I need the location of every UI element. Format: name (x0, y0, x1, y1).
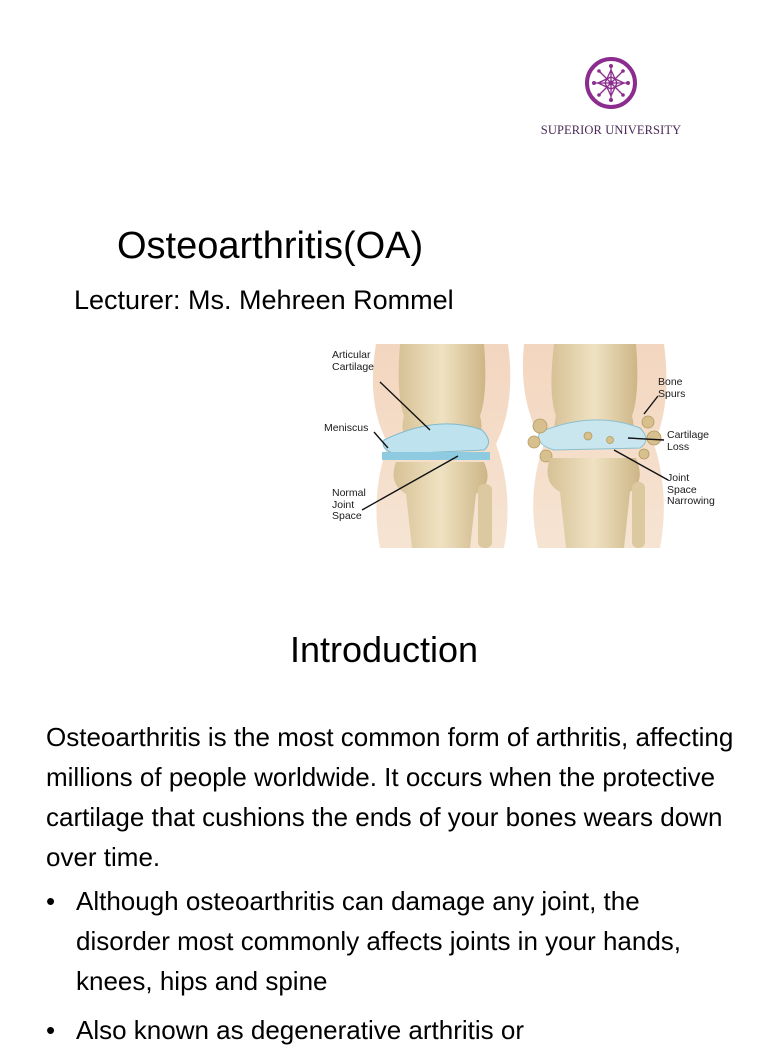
bullet-dot-icon: • (46, 1015, 56, 1045)
label-normal-joint-space: Normal Joint Space (332, 487, 366, 522)
label-meniscus: Meniscus (324, 422, 369, 434)
university-logo (536, 56, 686, 142)
bullet-text: Although osteoarthritis can damage any joint, the disorder most commonly affects joints in your hands, knees, hips and spine (76, 886, 682, 996)
knee-diagram-figure (318, 344, 728, 548)
intro-body (46, 717, 736, 1059)
label-articular-cartilage: Articular Cartilage (332, 349, 375, 373)
bullet-item (46, 1010, 736, 1050)
section-heading: Introduction (289, 629, 479, 670)
bullet-list (46, 881, 736, 1050)
bullet-item (46, 881, 736, 1001)
bullet-dot-icon: • (46, 886, 56, 916)
label-joint-space-narrowing: Joint Space Narrowing (667, 472, 715, 507)
bullet-text: Also known as degenerative arthritis or (76, 1015, 525, 1045)
page-title: Osteoarthritis(OA) (117, 225, 424, 267)
university-seal-icon (584, 56, 638, 110)
lecturer-name: Lecturer: Ms. Mehreen Rommel (74, 285, 454, 315)
university-name: SUPERIOR UNIVERSITY (540, 123, 682, 137)
label-bone-spurs: Bone Spurs (658, 376, 686, 400)
label-cartilage-loss: Cartilage Loss (667, 429, 710, 453)
intro-paragraph: Osteoarthritis is the most common form of arthritis, affecting millions of people worldwide. It occurs when the protective cartilage that cushions the ends of your bones wears down over time. (46, 722, 734, 872)
